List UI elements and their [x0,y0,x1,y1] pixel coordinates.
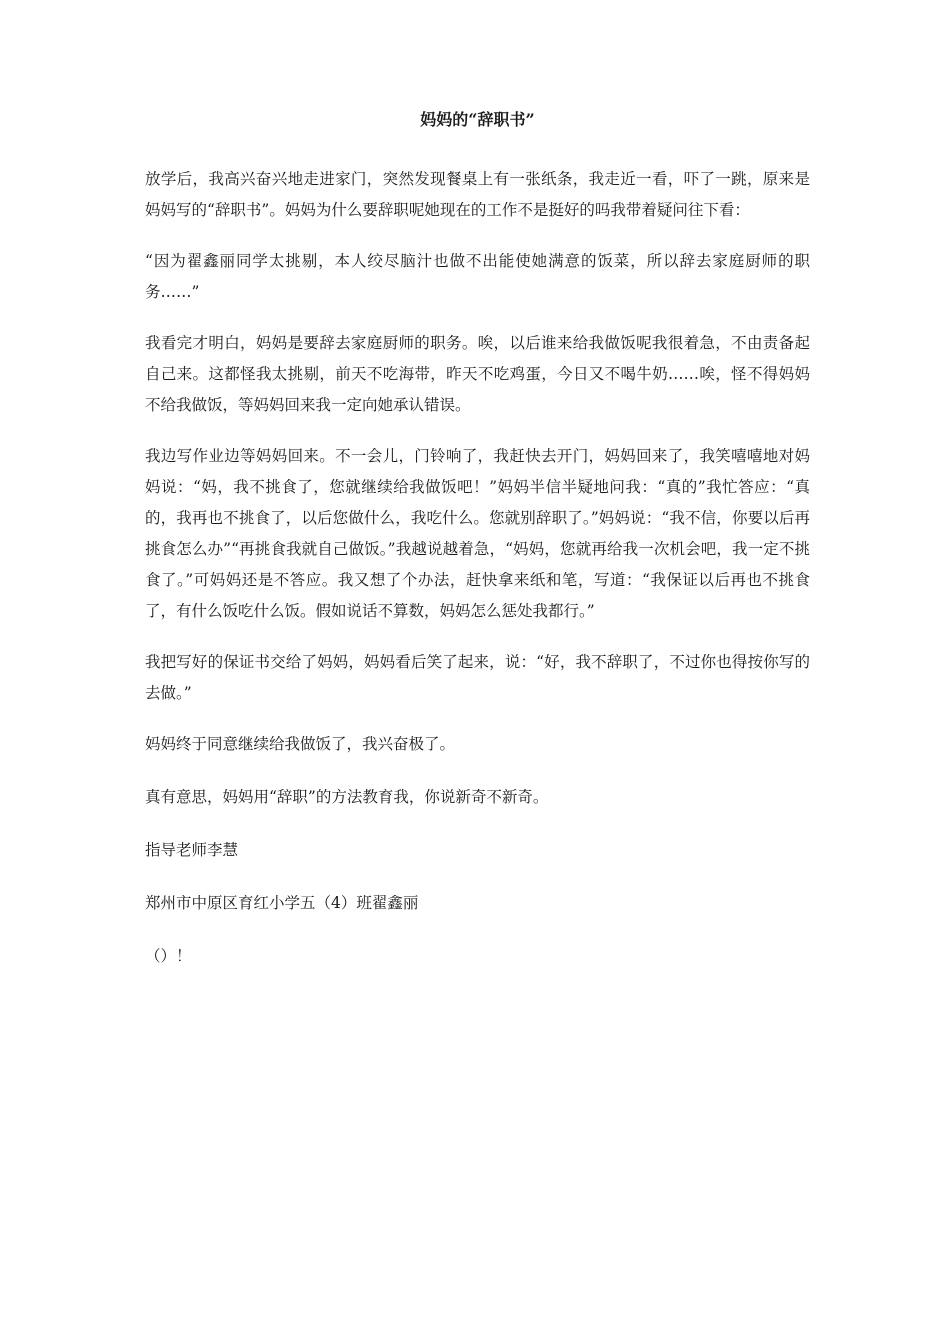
paragraph-guarantee: 我把写好的保证书交给了妈妈，妈妈看后笑了起来，说：“好，我不辞职了，不过你也得按你写的去做。” [145,653,810,702]
paragraph-note-quote: “因为翟鑫丽同学太挑剔，本人绞尽脑汁也做不出能使她满意的饭菜，所以辞去家庭厨师的职务……” [145,252,810,301]
document-page [145,110,810,994]
document-title: 妈妈的“辞职书” [420,110,535,129]
paragraph-agreement: 妈妈终于同意继续给我做饭了，我兴奋极了。 [145,735,456,753]
paragraph-conclusion: 真有意思，妈妈用“辞职”的方法教育我，你说新奇不新奇。 [145,788,549,806]
paragraph-dialogue: 我边写作业边等妈妈回来。不一会儿，门铃响了，我赶快去开门，妈妈回来了，我笑嘻嘻地对妈妈说：“妈，我不挑食了，您就继续给我做饭吧！”妈妈半信半疑地问我：“真的”我忙答应：“真的，我再也不挑食了，以后您做什么，我吃什么。您就别辞职了。”妈妈说：“我不信，你要以后再挑食怎么办”“再挑食我就自己做饭。”我越说越着急，“妈妈，您就再给我一次机会吧，我一定不挑食了。”可妈妈还是不答应。我又想了个办法，赶快拿来纸和笔，写道：“我保证以后再也不挑食了，有什么饭吃什么饭。假如说话不算数，妈妈怎么惩处我都行。” [145,447,810,620]
paragraph-intro: 放学后，我高兴奋兴地走进家门，突然发现餐桌上有一张纸条，我走近一看，吓了一跳，原来是妈妈写的“辞职书”。妈妈为什么要辞职呢她现在的工作不是挺好的吗我带着疑问往下看： [145,170,810,219]
instructor-line: 指导老师李慧 [145,841,239,859]
author-line: 郑州市中原区育红小学五（4）班翟鑫丽 [145,894,419,912]
paragraph-reflection: 我看完才明白，妈妈是要辞去家庭厨师的职务。唉，以后谁来给我做饭呢我很着急，不由责备起自己来。这都怪我太挑剔，前天不吃海带，昨天不吃鸡蛋，今日又不喝牛奶……唉，怪不得妈妈不给我做饭，等妈妈回来我一定向她承认错误。 [145,334,810,414]
trailing-mark: （）！ [145,947,192,965]
